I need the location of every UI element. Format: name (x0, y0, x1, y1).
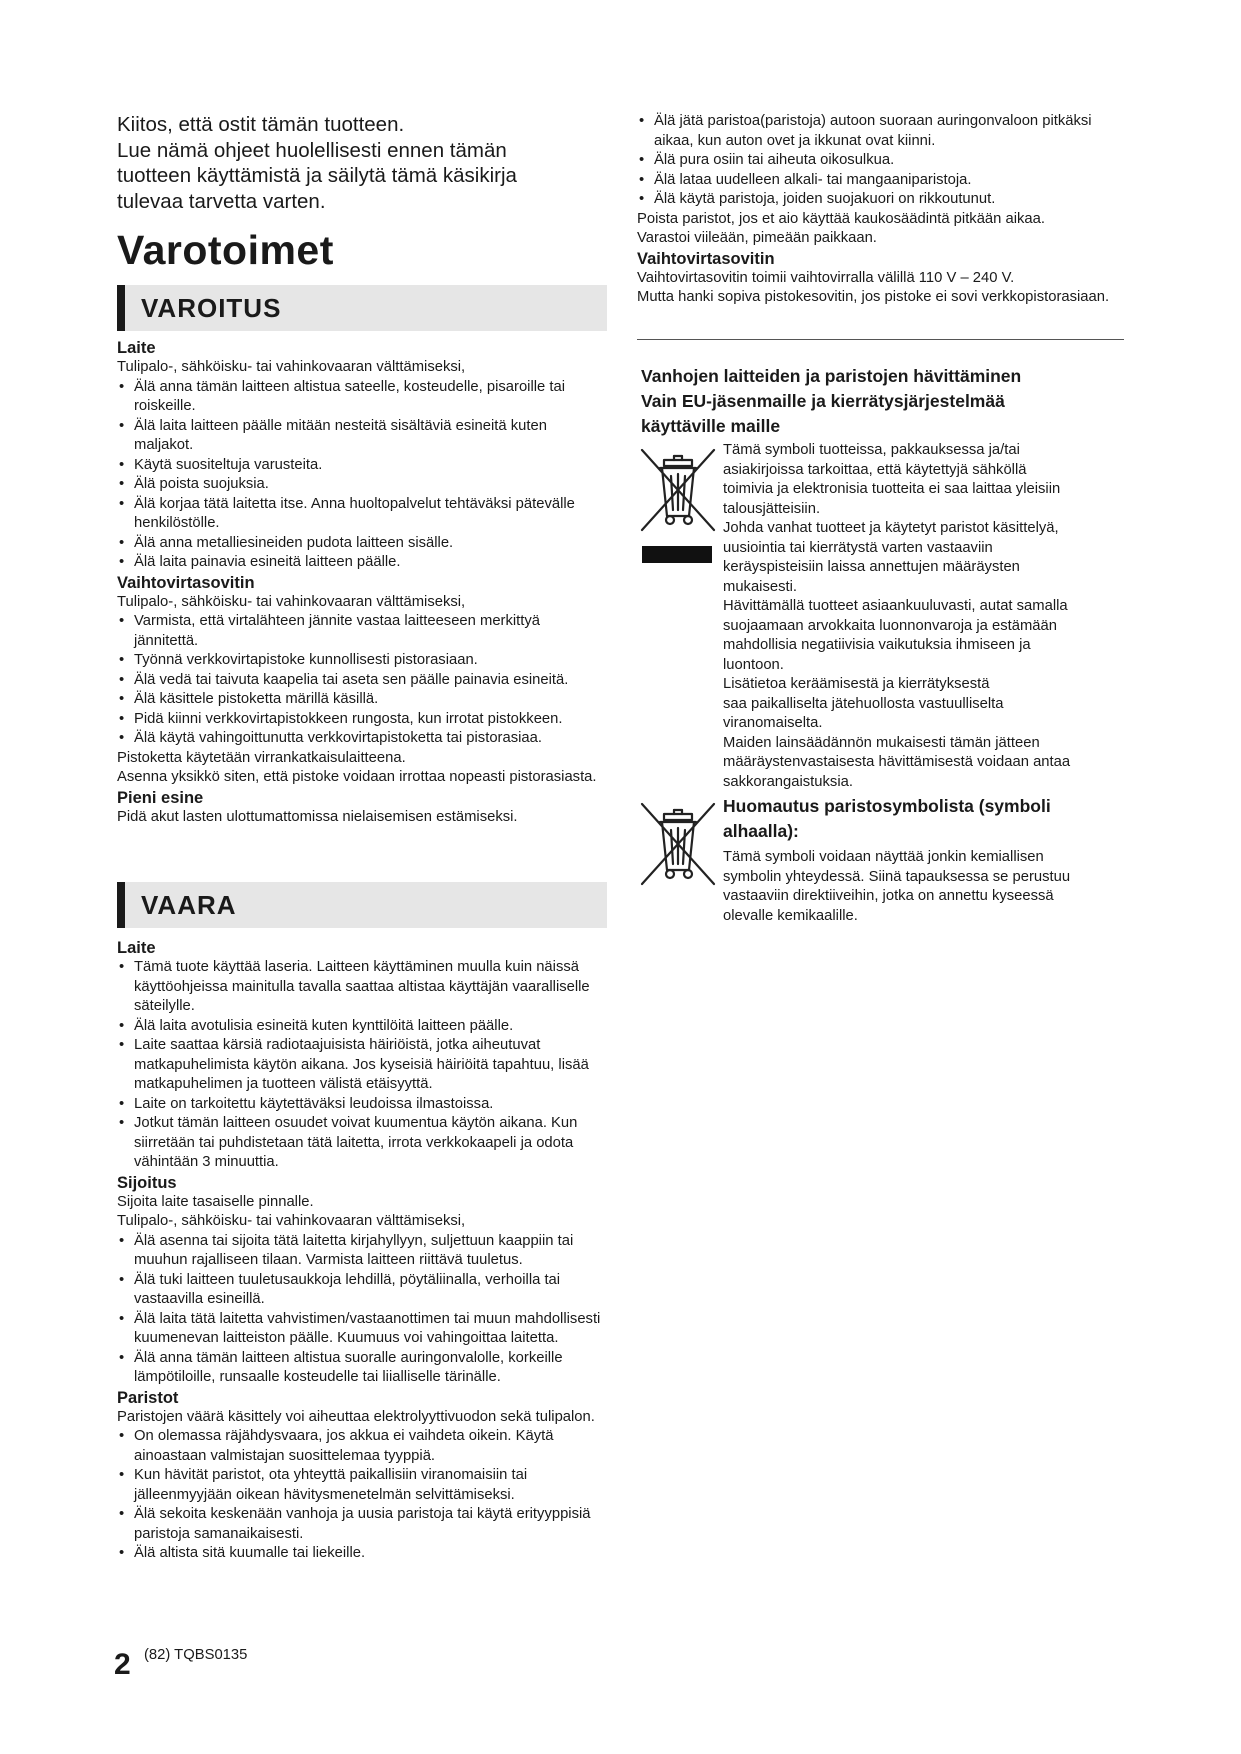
bullet-item: • Älä lataa uudelleen alkali- tai mangaaniparistoja. (637, 171, 1127, 191)
disposal-text (723, 441, 1133, 792)
crossed-out-wheelie-bin-icon (638, 446, 718, 573)
intro-text (117, 112, 517, 214)
section-heading: Vaihtovirtasovitin (637, 249, 775, 268)
text-line: Tämä symboli tuotteissa, pakkauksessa ja/tai (723, 442, 1020, 458)
bullet-item: • Tämä tuote käyttää laseria. Laitteen käyttäminen muulla kuin näissä käyttöohjeissa mainitulla tavalla saattaa altistaa käyttäjän vaaralliselle säteilylle. (117, 958, 607, 1017)
warning-section (117, 338, 607, 827)
text-line: Maiden lainsäädännön mukaisesti tämän jätteen (723, 734, 1040, 751)
text-line: Hävittämällä tuotteet asiaankuuluvasti, autat samalla (723, 598, 1068, 614)
text-line: saa paikalliselta jätehuollosta vastuulliselta (723, 695, 1004, 712)
bullet-item: • Varmista, että virtalähteen jännite vastaa laitteeseen merkittyä jännitettä. (117, 612, 607, 651)
section-heading: Paristot (117, 1388, 179, 1407)
caution-label: VAARA (141, 890, 237, 920)
bullet-item: • Älä anna tämän laitteen altistua suoralle auringonvalolle, korkeille lämpötiloille, runsaalle kosteudelle tai liialliselle tärinälle. (117, 1349, 607, 1388)
paragraph: Pistoketta käytetään virrankatkaisulaitteena. (117, 749, 406, 766)
bullet-item: • Älä vedä tai taivuta kaapelia tai aseta sen päälle painavia esineitä. (117, 671, 607, 691)
warning-banner (117, 285, 607, 331)
section-heading: Laite (117, 339, 156, 357)
caution-banner (117, 882, 607, 928)
bullet-item: • Älä anna tämän laitteen altistua sateelle, kosteudelle, pisaroille tai roiskeille. (117, 378, 607, 417)
crossed-out-wheelie-bin-icon (638, 800, 718, 897)
text-line: talousjätteisiin. (723, 500, 821, 517)
bullet-item: • Älä poista suojuksia. (117, 475, 607, 495)
page-title: Varotoimet (117, 227, 334, 273)
disposal-heading-line: Vain EU-jäsenmaille ja kierrätysjärjestelmää (641, 391, 1005, 411)
text-line: olevalle kemikaalille. (723, 907, 858, 924)
text-line: viranomaiselta. (723, 715, 823, 731)
bullet-item: • Laite on tarkoitettu käytettäväksi leudoissa ilmastoissa. (117, 1095, 607, 1115)
paragraph: Sijoita laite tasaiselle pinnalle. (117, 1193, 314, 1210)
paragraph: Tulipalo-, sähköisku- tai vahinkovaaran välttämiseksi, (117, 359, 466, 375)
battery-note-heading-line: alhaalla): (723, 821, 799, 841)
bullet-item: • Työnnä verkkovirtapistoke kunnollisesti pistorasiaan. (117, 651, 607, 671)
paragraph: Tulipalo-, sähköisku- tai vahinkovaaran välttämiseksi, (117, 1213, 466, 1229)
banner-bar (117, 882, 125, 928)
text-line: määräystenvastaisesta hävittämisestä voidaan antaa (723, 754, 1071, 770)
paragraph: Mutta hanki sopiva pistokesovitin, jos pistoke ei sovi verkkopistorasiaan. (637, 289, 1110, 305)
caution-section (117, 938, 607, 1564)
section-heading: Pieni esine (117, 788, 204, 807)
banner-bar (117, 285, 125, 331)
paragraph: Paristojen väärä käsittely voi aiheuttaa elektrolyyttivuodon sekä tulipalon. (117, 1408, 595, 1425)
section-divider (637, 339, 1124, 340)
page-number: 2 (114, 1648, 131, 1681)
bullet-item: • Älä pura osiin tai aiheuta oikosulkua. (637, 151, 1127, 171)
intro-line: Kiitos, että ostit tämän tuotteen. (117, 113, 405, 136)
bullet-item: • Laite saattaa kärsiä radiotaajuisista häiriöistä, jotka aiheutuvat matkapuhelimista käytön aikana. Jos kyseisiä häiriöitä tapahtuu, lisää matkapuhelimen ja tuotteen välistä etäisyyttä. (117, 1036, 607, 1095)
section-heading: Sijoitus (117, 1173, 177, 1192)
section-heading: Laite (117, 939, 156, 957)
bullet-item: • Älä laita avotulisia esineitä kuten kynttilöitä laitteen päälle. (117, 1017, 607, 1037)
paragraph: Pidä akut lasten ulottumattomissa nielaisemisen estämiseksi. (117, 808, 518, 825)
battery-note-heading-line: Huomautus paristosymbolista (symboli (723, 796, 1051, 816)
disposal-heading-line: Vanhojen laitteiden ja paristojen hävittäminen (641, 366, 1022, 386)
text-line: suojaamaan arvokkaita luonnonvaroja ja estämään (723, 617, 1057, 634)
bullet-item: • Älä laita tätä laitetta vahvistimen/vastaanottimen tai muun mahdollisesti kuumenevan laitteiston päälle. Kuumuus voi vahingoittaa laitetta. (117, 1310, 607, 1349)
text-line: toimivia ja elektronisia tuotteita ei saa laittaa yleisiin (723, 481, 1061, 497)
battery-continued-section (637, 112, 1127, 308)
bullet-item: • Kun hävität paristot, ota yhteyttä paikallisiin viranomaisiin tai jälleenmyyjään oikean hävitysmenetelmän selvittämiseksi. (117, 1466, 607, 1505)
bullet-item: • Pidä kiinni verkkovirtapistokkeen rungosta, kun irrotat pistokkeen. (117, 710, 607, 730)
bullet-item: • Älä jätä paristoa(paristoja) autoon suoraan auringonvaloon pitkäksi aikaa, kun auton ovet ja ikkunat ovat kiinni. (637, 112, 1127, 151)
text-line: uusiointia tai kierrätystä varten vastaaviin (723, 539, 993, 556)
paragraph: Poista paristot, jos et aio käyttää kaukosäädintä pitkään aikaa. (637, 210, 1045, 227)
paragraph: Vaihtovirtasovitin toimii vaihtovirralla välillä 110 V – 240 V. (637, 269, 1015, 286)
bullet-item: • Jotkut tämän laitteen osuudet voivat kuumentua käytön aikana. Kun siirretään tai puhdistetaan tätä laitetta, irrota verkkokaapeli ja odota vähintään 3 minuuttia. (117, 1114, 607, 1173)
bullet-item: • Käytä suositeltuja varusteita. (117, 456, 607, 476)
warning-label: VAROITUS (141, 293, 282, 323)
text-line: symbolin yhteydessä. Siinä tapauksessa se perustuu (723, 868, 1071, 885)
battery-note-text (723, 848, 1133, 926)
intro-line: tuotteen käyttämistä ja säilytä tämä käsikirja (117, 164, 517, 187)
bullet-item: • Älä anna metalliesineiden pudota laitteen sisälle. (117, 534, 607, 554)
text-line: mahdollisia negatiivisia vaikutuksia ihmiseen ja (723, 637, 1031, 653)
bullet-item: • Älä tuki laitteen tuuletusaukkoja lehdillä, pöytäliinalla, verhoilla tai vastaavilla esineillä. (117, 1271, 607, 1310)
text-line: vastaaviin direktiiveihin, jotka on annettu kyseessä (723, 888, 1054, 904)
bullet-item: • Älä käytä vahingoittunutta verkkovirtapistoketta tai pistorasiaa. (117, 729, 607, 749)
bullet-item: • Älä sekoita keskenään vanhoja ja uusia paristoja tai käytä erityyppisiä paristoja samanaikaisesti. (117, 1505, 607, 1544)
disposal-heading-line: käyttäville maille (641, 416, 781, 436)
paragraph: Varastoi viileään, pimeään paikkaan. (637, 230, 877, 246)
paragraph: Asenna yksikkö siten, että pistoke voidaan irrottaa nopeasti pistorasiasta. (117, 769, 597, 785)
paragraph: Tulipalo-, sähköisku- tai vahinkovaaran välttämiseksi, (117, 593, 466, 610)
bullet-item: • Älä laita laitteen päälle mitään nesteitä sisältäviä esineitä kuten maljakot. (117, 417, 607, 456)
text-line: Lisätietoa keräämisestä ja kierrätyksestä (723, 676, 990, 692)
bullet-item: • Älä asenna tai sijoita tätä laitetta kirjahyllyyn, suljettuun kaappiin tai muuhun rajalliseen tilaan. Varmista laitteen riittävä tuuletus. (117, 1232, 607, 1271)
bullet-item: • Älä laita painavia esineitä laitteen päälle. (117, 553, 607, 573)
document-code: (82) TQBS0135 (144, 1647, 248, 1663)
bullet-item: • Älä käsittele pistoketta märillä käsillä. (117, 690, 607, 710)
disposal-heading (641, 364, 1021, 439)
text-line: Johda vanhat tuotteet ja käytetyt paristot käsittelyä, (723, 520, 1059, 536)
text-line: luontoon. (723, 656, 784, 673)
text-line: sakkorangaistuksia. (723, 773, 853, 790)
intro-line: Lue nämä ohjeet huolellisesti ennen tämän (117, 138, 507, 162)
intro-line: tulevaa tarvetta varten. (117, 189, 326, 213)
bullet-item: • Älä käytä paristoja, joiden suojakuori on rikkoutunut. (637, 190, 1127, 210)
text-line: asiakirjoissa tarkoittaa, että käytettyjä sähköllä (723, 461, 1027, 478)
text-line: Tämä symboli voidaan näyttää jonkin kemiallisen (723, 849, 1044, 865)
text-line: keräyspisteisiin laissa annettujen määräysten (723, 559, 1020, 575)
section-heading: Vaihtovirtasovitin (117, 573, 255, 592)
bullet-item: • Älä korjaa tätä laitetta itse. Anna huoltopalvelut tehtäväksi pätevälle henkilöstölle. (117, 495, 607, 534)
bullet-item: • On olemassa räjähdysvaara, jos akkua ei vaihdeta oikein. Käytä ainoastaan valmistajan suosittelemaa tyyppiä. (117, 1427, 607, 1466)
text-line: mukaisesti. (723, 578, 798, 595)
bullet-item: • Älä altista sitä kuumalle tai liekeille. (117, 1544, 607, 1564)
battery-note-heading (723, 794, 1051, 844)
